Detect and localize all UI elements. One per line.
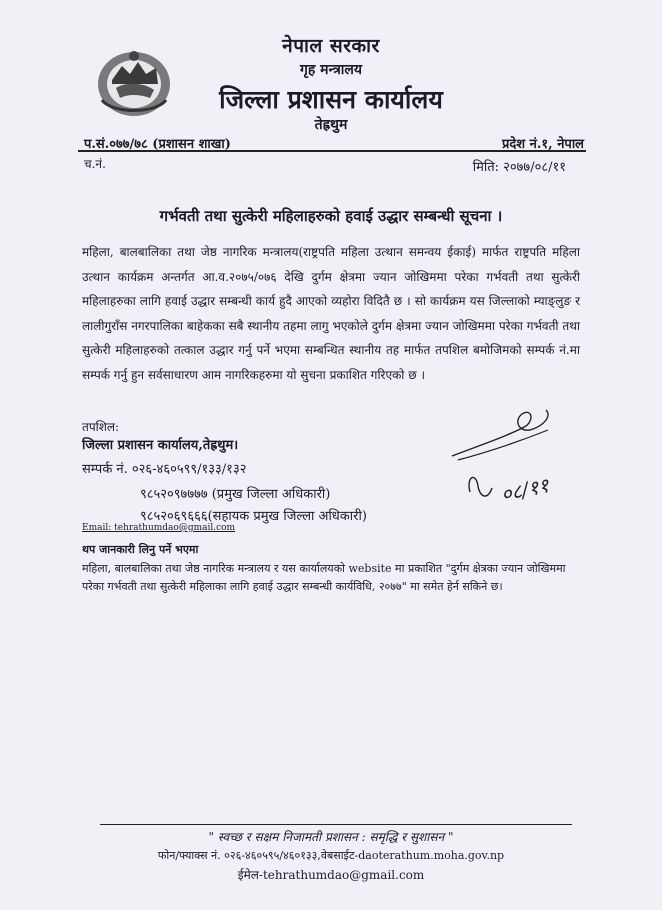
details-label: तपशिल: — [82, 420, 120, 434]
dispatch-number: च.नं. — [84, 157, 106, 171]
more-info-text: महिला, बालबालिका तथा जेष्ठ नागरिक मन्त्रालय र यस कार्यालयको website मा प्रकाशित "दुर्गम क्षेत्रका ज्यान जोखिममा परेका गर्भवती तथा सुत्केरी महिलाका लागि हवाई उद्धार सम्बन्धी कार्यविधि, २०७७" मा समेत हेर्न सकिने छ। — [82, 562, 566, 593]
office-location: तेह्रथुम — [314, 117, 348, 133]
details-email: Email: tehrathumdao@gmail.com — [82, 523, 236, 533]
office-name: जिल्ला प्रशासन कार्यालय — [219, 85, 443, 114]
government-name: नेपाल सरकार — [282, 35, 380, 57]
details-contact-number: सम्पर्क नं. ०२६-४६०५९९/१३३/१३२ — [82, 462, 247, 477]
footer-divider — [100, 824, 572, 825]
letter-date: मिति: २०७७/०८/११ — [472, 160, 566, 175]
details-cdo-phone: ९८५२०९७७७७ (प्रमुख जिल्ला अधिकारी) — [140, 487, 331, 502]
footer-phone-website: फोन/फ्याक्स नं. ०२६-४६०५९५/४६०१३३,वेबसाईट-daoterathum.moha.gov.np — [157, 849, 505, 862]
reference-number: प.सं.०७७/७८ (प्रशासन शाखा) — [84, 137, 231, 152]
signature — [448, 396, 578, 522]
signature-date: ०८/११ — [498, 472, 552, 507]
ministry-name: गृह मन्त्रालय — [299, 62, 363, 78]
notice-subject: गर्भवती तथा सुत्केरी महिलाहरुको हवाई उद्धार सम्बन्धी सूचना । — [159, 207, 503, 225]
details-acdo-phone: ९८५२०६९६६६(सहायक प्रमुख जिल्ला अधिकारी) — [140, 509, 367, 524]
province-label: प्रदेश नं.१, नेपाल — [502, 137, 584, 152]
notice-body: महिला, बालबालिका तथा जेष्ठ नागरिक मन्त्रालय(राष्ट्रपति महिला उत्थान समन्वय ईकाई) मार्फत राष्ट्रपति महिला उत्थान कार्यक्रम अन्तर्गत आ.व.२०७५/०७६ देखि दुर्गम क्षेत्रमा ज्यान जोखिममा परेका गर्भवती तथा सुत्केरी महिलाहरुका लागि हवाई उद्धार सम्बन्धी कार्य हुदै आएको व्यहोरा विदितै छ । सो कार्यक्रम यस जिल्लाको म्याङ्लुङ र लालीगुराँस नगरपालिका बाहेकका सबै स्थानीय तहमा लागु भएकोले दुर्गम क्षेत्रमा ज्यान जोखिममा परेका गर्भवती तथा सुत्केरी महिलाहरुको तत्काल उद्धार गर्नु पर्ने भएमा सम्बन्धित स्थानीय तह मार्फत तपशिल बमोजिमको सम्पर्क नं.मा सम्पर्क गर्नु हुन सर्वसाधारण आम नागरिकहरुमा यो सुचना प्रकाशित गरिएको छ । — [82, 245, 580, 382]
details-office: जिल्ला प्रशासन कार्यालय,तेह्रथुम। — [82, 438, 239, 453]
more-info-heading: थप जानकारी लिनु पर्ने भएमा — [82, 543, 199, 556]
footer-motto: " स्वच्छ र सक्षम निजामती प्रशासन : समृद्धि र सुशासन " — [208, 830, 454, 844]
footer-email: ईमेल-tehrathumdao@gmail.com — [237, 868, 425, 882]
header-divider — [78, 150, 586, 152]
